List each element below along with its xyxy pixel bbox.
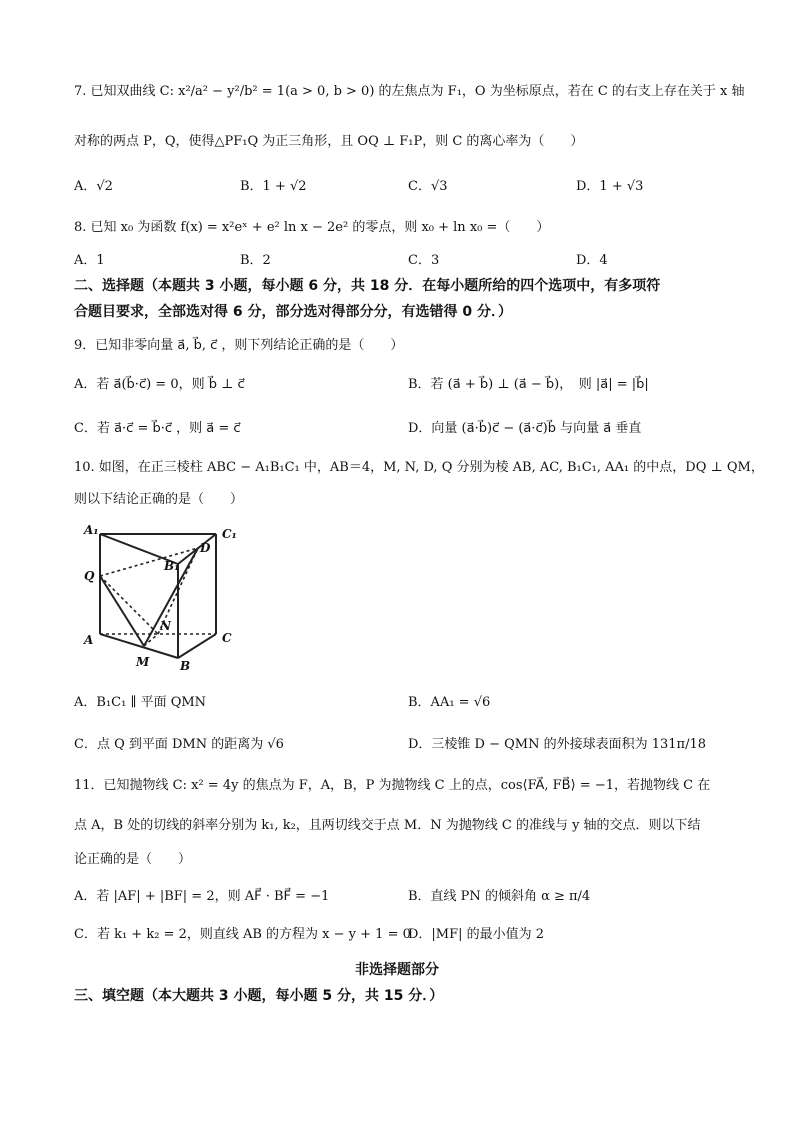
q11-option-c[interactable]: C．若 k₁ + k₂ = 2，则直线 AB 的方程为 x − y + 1 = 0 [74,927,411,942]
label-a: A [84,633,94,647]
q10-options-row2 [74,734,734,756]
q11-option-a[interactable]: A．若 |AF| + |BF| = 2，则 AF⃗ · BF⃗ = −1 [74,889,330,904]
label-c1: C₁ [222,527,237,541]
q8-line1: 8. 已知 x₀ 为函数 f(x) = x²eˣ + e² ln x − 2e² 的零点，则 x₀ + ln x₀ =（ ） [74,220,550,235]
q7-line1: 7. 已知双曲线 C: x²/a² − y²/b² = 1(a > 0, b > 0) 的左焦点为 F₁，O 为坐标原点，若在 C 的右支上存在关于 x 轴 [74,84,745,99]
q9-option-d[interactable]: D．向量 (a⃗·b⃗)c⃗ − (a⃗·c⃗)b⃗ 与向量 a⃗ 垂直 [408,421,642,436]
q7-option-c[interactable]: C．√3 [408,179,448,194]
q7-line2: 对称的两点 P，Q，使得△PF₁Q 为正三角形，且 OQ ⊥ F₁P，则 C 的离心率为（ ） [74,134,584,149]
label-d: D [200,541,211,555]
q9-option-c[interactable]: C．若 a⃗·c⃗ = b⃗·c⃗ ，则 a⃗ = c⃗ [74,421,241,436]
q10-line2: 则以下结论正确的是（ ） [74,492,244,507]
edge-bc [178,634,216,658]
q10-option-b[interactable]: B．AA₁ = √6 [408,695,491,710]
figure-labels [83,523,237,672]
section2-heading-line1: 二、选择题（本题共 3 小题，每小题 6 分，共 18 分．在每小题所给的四个选项中，有多项符 [74,278,661,294]
q8-option-d[interactable]: D．4 [576,253,608,268]
label-m: M [136,655,150,669]
part-title: 非选择题部分 [355,962,439,978]
q11-line3: 论正确的是（ ） [74,852,192,867]
q11-options-row1 [74,886,734,908]
q10-option-d[interactable]: D．三棱锥 D − QMN 的外接球表面积为 131π/18 [408,737,707,752]
q9-line1: 9．已知非零向量 a⃗, b⃗, c⃗ ，则下列结论正确的是（ ） [74,338,404,353]
q10-options-row1 [74,692,734,714]
edge-qn [100,576,158,634]
q10-option-c[interactable]: C．点 Q 到平面 DMN 的距离为 √6 [74,737,284,752]
q8-option-a[interactable]: A．1 [74,253,105,268]
section2-heading-line2: 合题目要求，全部选对得 6 分，部分选对得部分分，有选错得 0 分．） [74,304,512,320]
prism-hidden-edges [100,548,216,646]
edge-mn [144,634,158,646]
label-a1: A₁ [84,523,99,537]
q11-line2: 点 A，B 处的切线的斜率分别为 k₁, k₂，且两切线交于点 M．N 为抛物线 C 的准线与 y 轴的交点．则以下结 [74,818,701,833]
q7-option-a[interactable]: A．√2 [74,179,113,194]
prism-solid-edges [100,534,216,658]
q7-option-b[interactable]: B．1 + √2 [240,179,307,194]
q9-option-a[interactable]: A．若 a⃗(b⃗·c⃗) = 0，则 b⃗ ⊥ c⃗ [74,377,245,392]
label-b: B [180,659,191,672]
q11-options-row2 [74,924,734,946]
q10-line1: 10. 如图，在正三棱柱 ABC − A₁B₁C₁ 中，AB＝4，M, N, D, Q 分别为棱 AB, AC, B₁C₁, AA₁ 的中点，DQ ⊥ QM， [74,460,764,475]
q7-options [74,176,734,198]
label-c: C [222,631,232,645]
q8-option-c[interactable]: C．3 [408,253,440,268]
q7-option-d[interactable]: D．1 + √3 [576,179,644,194]
label-n: N [160,619,171,633]
label-b1: B₁ [164,559,180,573]
q8-option-b[interactable]: B．2 [240,253,271,268]
q8-options [74,250,734,272]
label-q: Q [84,569,95,583]
section3-heading: 三、填空题（本大题共 3 小题，每小题 5 分，共 15 分．） [74,988,444,1004]
prism-figure [78,520,248,672]
q9-option-b[interactable]: B．若 (a⃗ + b⃗) ⊥ (a⃗ − b⃗)， 则 |a⃗| = |b⃗| [408,377,649,392]
q10-option-a[interactable]: A．B₁C₁ ∥ 平面 QMN [74,695,207,710]
q11-option-b[interactable]: B．直线 PN 的倾斜角 α ≥ π/4 [408,889,591,904]
q9-options-row1 [74,374,734,396]
q11-line1: 11．已知抛物线 C: x² = 4y 的焦点为 F，A，B，P 为抛物线 C 上的点，cos⟨FA⃗, FB⃗⟩ = −1，若抛物线 C 在 [74,778,711,793]
q9-options-row2 [74,418,734,440]
q11-option-d[interactable]: D．|MF| 的最小值为 2 [408,927,545,942]
